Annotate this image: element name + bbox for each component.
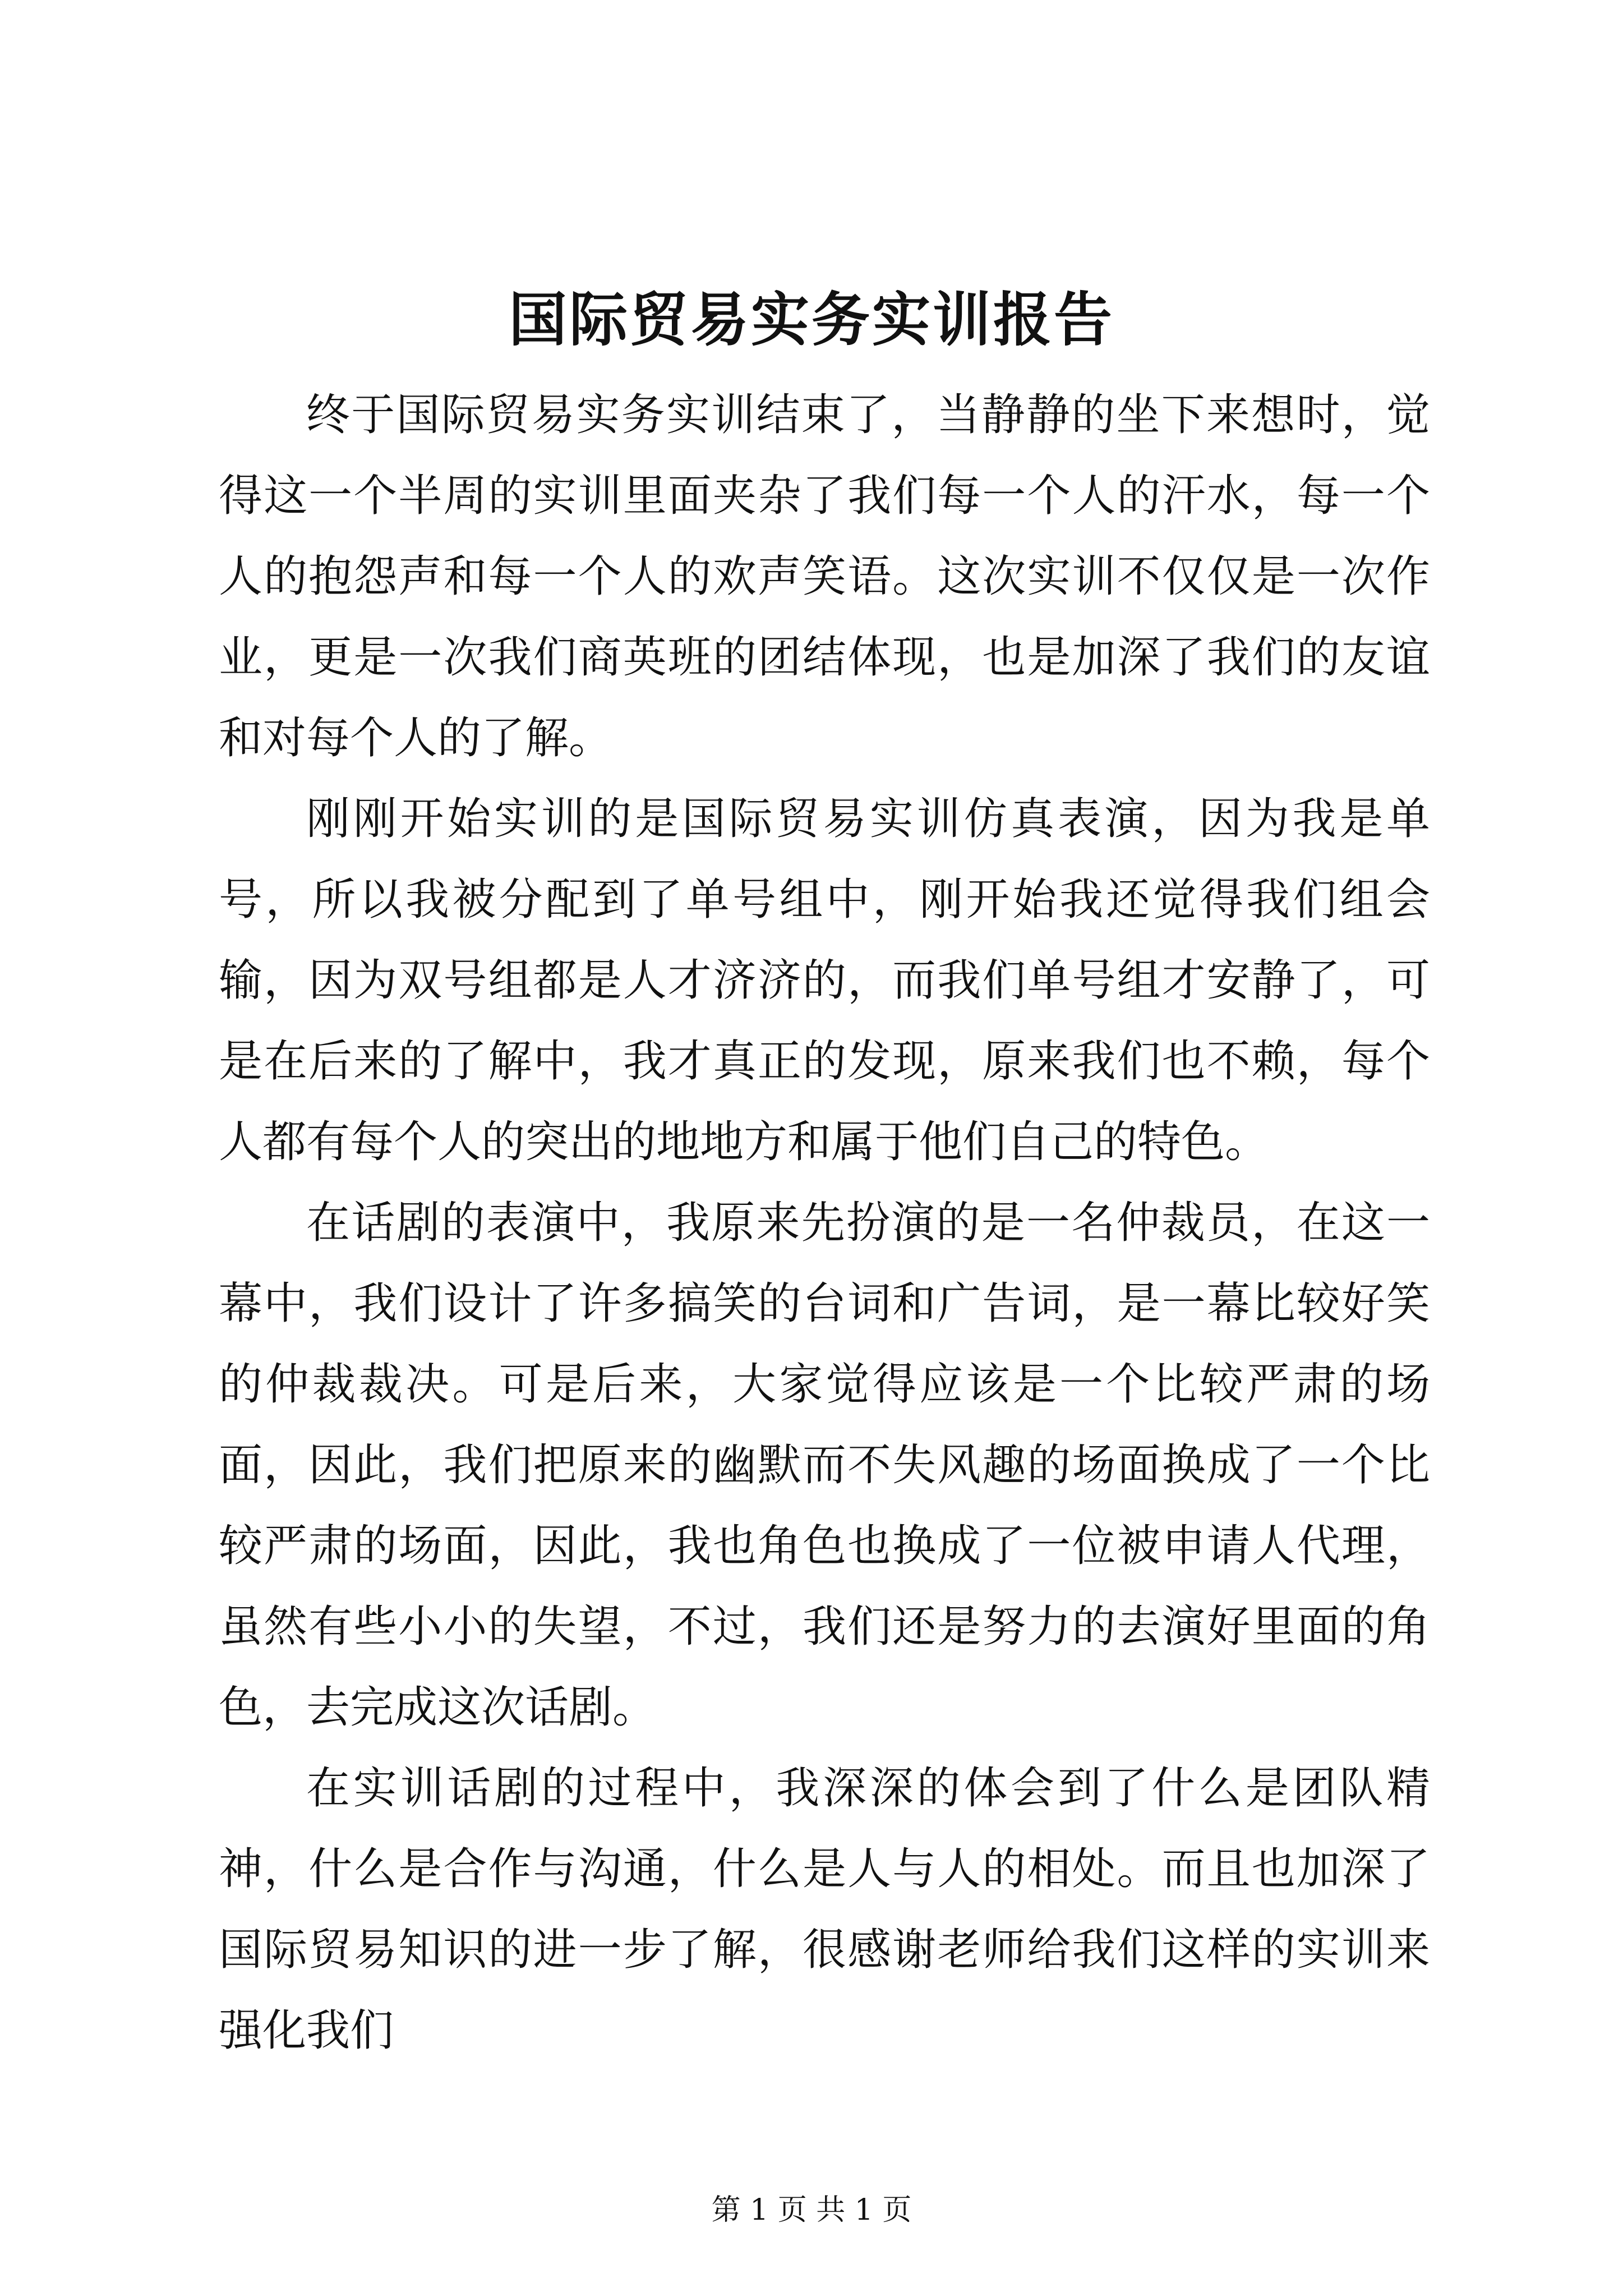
paragraph-2: 刚刚开始实训的是国际贸易实训仿真表演，因为我是单号，所以我被分配到了单号组中，刚开始我还觉得我们组会输，因为双号组都是人才济济的，而我们单号组才安静了，可是在后来的了解中，我才真正的发现，原来我们也不赖，每个人都有每个人的突出的地地方和属于他们自己的特色。 bbox=[219, 794, 1430, 1167]
paragraph-3: 在话剧的表演中，我原来先扮演的是一名仲裁员，在这一幕中，我们设计了许多搞笑的台词和广告词，是一幕比较好笑的仲裁裁决。可是后来，大家觉得应该是一个比较严肃的场面，因此，我们把原来的幽默而不失风趣的场面换成了一个比较严肃的场面，因此，我也角色也换成了一位被申请人代理，虽然有些小小的失望，不过，我们还是努力的去演好里面的角色，去完成这次话剧。 bbox=[219, 1198, 1430, 1733]
paragraph-4: 在实训话剧的过程中，我深深的体会到了什么是团队精神，什么是合作与沟通，什么是人与人的相处。而且也加深了国际贸易知识的进一步了解，很感谢老师给我们这样的实训来强化我们 bbox=[219, 1763, 1430, 2056]
page-footer bbox=[0, 2191, 1623, 2230]
document-title: 国际贸易实务实训报告 bbox=[508, 285, 1114, 354]
paragraph-1: 终于国际贸易实务实训结束了，当静静的坐下来想时，觉得这一个半周的实训里面夹杂了我们每一个人的汗水，每一个人的抱怨声和每一个人的欢声笑语。这次实训不仅仅是一次作业，更是一次我们商英班的团结体现，也是加深了我们的友谊和对每个人的了解。 bbox=[219, 390, 1430, 763]
page-number-label: 第 1 页 共 1 页 bbox=[711, 2193, 912, 2227]
document-body bbox=[219, 375, 1430, 2071]
